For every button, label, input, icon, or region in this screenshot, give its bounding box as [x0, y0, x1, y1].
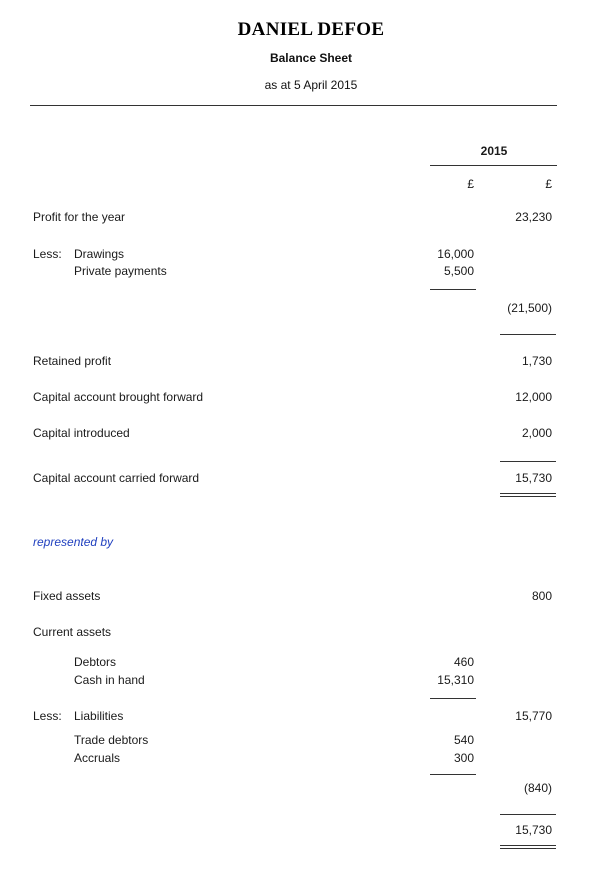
trade-debtors-value: 540 [453, 733, 474, 747]
private-payments-label: Private payments [74, 264, 167, 278]
fixed-assets-value: 800 [531, 589, 552, 603]
subtotal-rule [430, 698, 476, 699]
capital-introduced-value: 2,000 [521, 426, 552, 440]
year-underline [430, 165, 557, 166]
profit-value: 23,230 [515, 210, 552, 224]
trade-debtors-label: Trade debtors [74, 733, 149, 747]
double-total-rule [500, 496, 556, 497]
company-name: DANIEL DEFOE [237, 19, 385, 40]
capital-carried-forward-label: Capital account carried forward [33, 471, 200, 485]
drawings-label: Drawings [74, 247, 125, 261]
retained-profit-value: 1,730 [521, 354, 552, 368]
year-heading: 2015 [480, 144, 508, 158]
liabilities-label: Liabilities [74, 709, 124, 723]
double-total-rule [500, 848, 556, 849]
debtors-label: Debtors [74, 655, 117, 669]
less-liabilities-prefix: Less: [33, 709, 62, 723]
header-divider [30, 105, 557, 106]
fixed-assets-label: Fixed assets [33, 589, 101, 603]
private-payments-value: 5,500 [443, 264, 474, 278]
currency-right: £ [545, 177, 552, 191]
less-total-value: (21,500) [507, 301, 552, 315]
accruals-label: Accruals [74, 751, 121, 765]
subtotal-rule [500, 461, 556, 462]
sheet-title: Balance Sheet [269, 51, 353, 65]
net-assets-total: 15,730 [515, 823, 552, 837]
subtotal-rule [500, 814, 556, 815]
subtotal-rule [500, 334, 556, 335]
double-total-rule [500, 493, 556, 494]
sheet-date: as at 5 April 2015 [264, 78, 358, 92]
profit-label: Profit for the year [33, 210, 126, 224]
capital-brought-forward-label: Capital account brought forward [33, 390, 204, 404]
capital-brought-forward-value: 12,000 [515, 390, 552, 404]
current-assets-label: Current assets [33, 625, 112, 639]
accruals-value: 300 [453, 751, 474, 765]
double-total-rule [500, 845, 556, 846]
cash-in-hand-label: Cash in hand [74, 673, 145, 687]
less-label: Less: [33, 247, 62, 261]
retained-profit-label: Retained profit [33, 354, 112, 368]
liabilities-total: (840) [523, 781, 552, 795]
subtotal-rule [430, 289, 476, 290]
capital-introduced-label: Capital introduced [33, 426, 130, 440]
drawings-value: 16,000 [437, 247, 474, 261]
represented-by-label: represented by [33, 535, 114, 549]
current-assets-total: 15,770 [515, 709, 552, 723]
currency-left: £ [467, 177, 474, 191]
subtotal-rule [430, 774, 476, 775]
debtors-value: 460 [453, 655, 474, 669]
cash-in-hand-value: 15,310 [437, 673, 474, 687]
capital-carried-forward-value: 15,730 [515, 471, 552, 485]
